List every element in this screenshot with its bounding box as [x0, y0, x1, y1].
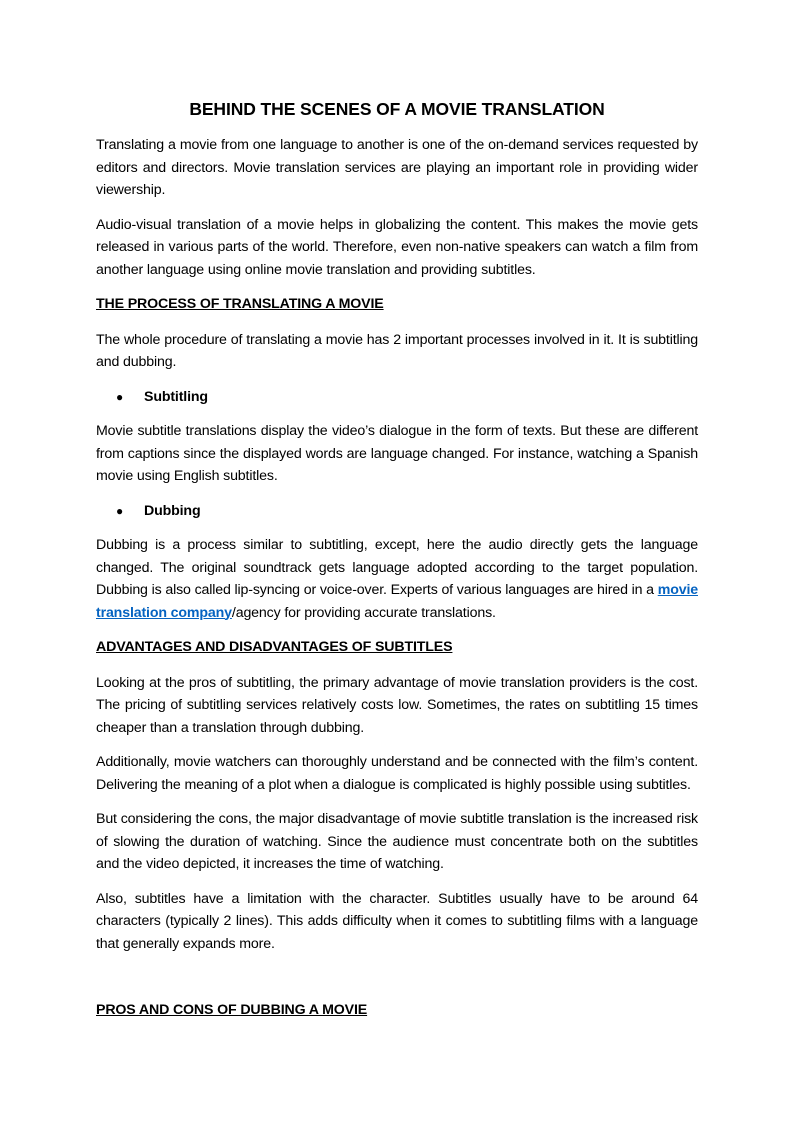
page-title: BEHIND THE SCENES OF A MOVIE TRANSLATION [189, 99, 605, 119]
subtitles-paragraph-2: Additionally, movie watchers can thoroughly understand and be connected with the film’s content. Delivering the meaning of a plot when a dialogue is complicated is highly possible using subtitles. [96, 754, 698, 793]
bullet-dot-icon: ● [116, 389, 124, 404]
subtitles-paragraph-4: Also, subtitles have a limitation with the character. Subtitles usually have to be around 64 characters (typically 2 lines). This adds difficulty when it comes to subtitling films with a language that generally expands more. [96, 890, 698, 952]
subtitling-paragraph: Movie subtitle translations display the video’s dialogue in the form of texts. But these are different from captions since the displayed words are language changed. For instance, watching a Spanish movie using English subtitles. [96, 423, 698, 484]
process-paragraph: The whole procedure of translating a movie has 2 important processes involved in it. It is subtitling and dubbing. [96, 331, 698, 370]
bullet-dubbing-label: Dubbing [144, 502, 201, 519]
spacer [96, 967, 698, 999]
bullet-subtitling [96, 386, 698, 409]
bullet-dot-icon: ● [116, 503, 124, 518]
bullet-dubbing [96, 500, 698, 523]
dubbing-paragraph [96, 534, 698, 624]
document-page [96, 96, 698, 1035]
bullet-subtitling-label: Subtitling [144, 388, 208, 405]
intro-paragraph-2: Audio-visual translation of a movie helps in globalizing the content. This makes the movie gets released in various parts of the world. Therefore, even non-native speakers can watch a film from another language using online movie translation and providing subtitles. [96, 216, 698, 278]
section-heading-subtitles: ADVANTAGES AND DISADVANTAGES OF SUBTITLES [96, 639, 453, 655]
dubbing-text-end: /agency for providing accurate translations. [231, 604, 496, 621]
subtitles-paragraph-1: Looking at the pros of subtitling, the primary advantage of movie translation providers is the cost. The pricing of subtitling services relatively costs low. Sometimes, the rates on subtitling 15 times cheaper than a translation through dubbing. [96, 674, 698, 736]
dubbing-text-start: Dubbing is a process similar to subtitling, except, here the audio directly gets the language changed. The original soundtrack gets language adopted according to the target population. Dubbing is also called lip-syncing or voice-over. Experts of various languages are hired in a [96, 537, 698, 598]
subtitles-paragraph-3: But considering the cons, the major disadvantage of movie subtitle translation is the increased risk of slowing the duration of watching. Since the audience must concentrate both on the subtitles and the video depicted, it increases the time of watching. [96, 811, 698, 872]
movie-translation-company-link[interactable]: movie translation company [96, 582, 698, 621]
intro-paragraph-1: Translating a movie from one language to another is one of the on-demand services requested by editors and directors. Movie translation services are playing an important role in providing wider viewership. [96, 137, 698, 198]
section-heading-process: THE PROCESS OF TRANSLATING A MOVIE [96, 296, 384, 312]
section-heading-dubbing: PROS AND CONS OF DUBBING A MOVIE [96, 1002, 368, 1018]
